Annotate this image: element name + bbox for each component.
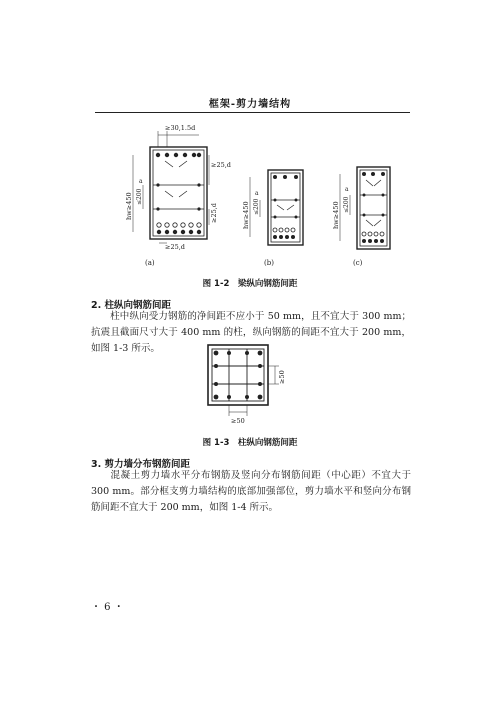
c-le200-label: ≤200 — [343, 196, 350, 213]
figure-1-3-caption: 图 1-3 柱纵向钢筋间距 — [202, 438, 298, 448]
a-hw-label: hw≥450 — [125, 192, 133, 220]
figure-1-3-column-rebar-spacing — [205, 342, 300, 427]
b-le200-label: ≤200 — [253, 198, 260, 215]
page-number: ・ 6 ・ — [91, 602, 124, 613]
a-a-label: a — [139, 178, 143, 185]
b-hw-label: hw≥450 — [242, 201, 250, 229]
subfigure-b-label: (b) — [264, 259, 274, 267]
beam-section-c — [332, 167, 390, 267]
header-rule — [95, 112, 410, 113]
b-a-label: a — [255, 190, 259, 197]
beam-section-a — [125, 125, 231, 267]
section-2-text: 柱中纵向受力钢筋的净间距不应小于 50 mm，且不宜大于 300 mm；抗震且截面尺寸大于 400 mm 的柱，纵向钢筋的间距不宜大于 200 mm，如图 1-3 所示。 — [91, 311, 411, 354]
a-side-dim-top: ≥25,d — [211, 161, 231, 169]
section-3-text: 混凝土剪力墙水平分布钢筋及竖向分布钢筋间距（中心距）不宜大于 300 mm。部分框支剪力墙结构的底部加强部位，剪力墙水平和竖向分布钢筋间距不宜大于 200 mm，如图 1-4 所示。 — [91, 470, 411, 513]
subfigure-c-label: (c) — [353, 259, 363, 267]
figure-1-2-caption: 图 1-2 梁纵向钢筋间距 — [202, 279, 298, 289]
fig13-bottom-dim-label: ≥50 — [231, 417, 245, 425]
a-le200-label: ≤200 — [136, 188, 143, 205]
beam-section-b — [242, 170, 303, 267]
fig13-side-dim-label: ≥50 — [278, 370, 286, 384]
running-title: 框架-剪力墙结构 — [208, 99, 292, 110]
a-bottom-dim-label: ≥25,d — [165, 243, 185, 251]
c-hw-label: hw≥450 — [332, 201, 340, 229]
a-side-dim-mid: ≥25,d — [210, 203, 218, 223]
a-top-dim-label: ≥30,1.5d — [165, 125, 196, 132]
subfigure-a-label: (a) — [145, 259, 155, 267]
section-3-heading: 3. 剪力墙分布钢筋间距 — [91, 459, 191, 470]
section-3-paragraph — [91, 468, 411, 516]
section-2-heading: 2. 柱纵向钢筋间距 — [91, 300, 172, 311]
c-a-label: a — [345, 186, 349, 193]
figure-1-2-beam-rebar-spacing — [95, 125, 415, 275]
